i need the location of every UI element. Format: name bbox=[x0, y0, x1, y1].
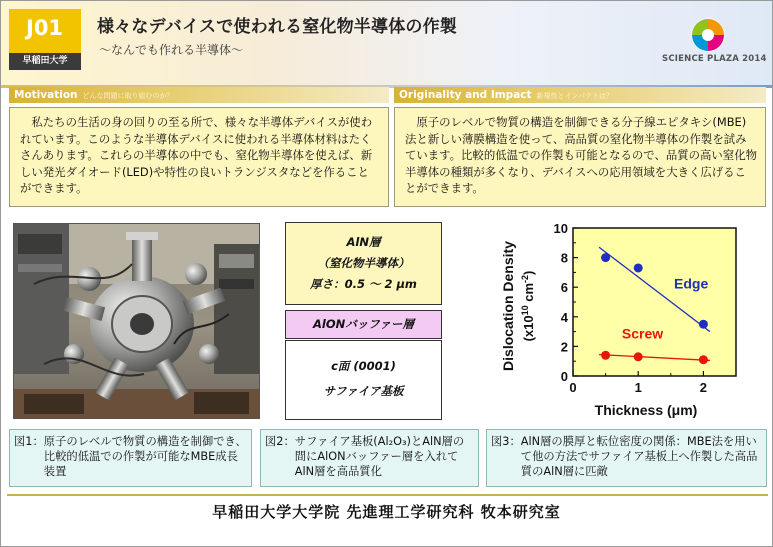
footer-divider bbox=[7, 494, 768, 496]
screw-series-label: Screw bbox=[621, 325, 664, 342]
chart-plot-area bbox=[573, 228, 736, 376]
chart-x-axis-label: Thickness (μm) bbox=[594, 402, 698, 418]
university-badge: 早稲田大学 bbox=[9, 53, 81, 70]
screw-data-point bbox=[699, 355, 708, 364]
figure-3-text: AlN層の膜厚と転位密度の関係：MBE法を用いて他の方法でサファイア基板上へ作製した高品質のAlN層に匹敵 bbox=[520, 435, 758, 478]
chart-y-tick-label: 4 bbox=[560, 309, 568, 325]
figure-2-caption bbox=[260, 429, 479, 487]
substrate-name: サファイア基板 bbox=[323, 384, 404, 398]
sapphire-substrate-layer bbox=[285, 340, 442, 420]
science-plaza-logo-text: SCIENCE PLAZA 2014 bbox=[662, 54, 767, 64]
poster-title: 様々なデバイスで使われる窒化物半導体の作製 bbox=[97, 17, 458, 37]
poster-code-badge: J01 bbox=[9, 9, 81, 67]
chart-y-axis-label bbox=[500, 241, 516, 371]
lab-affiliation: 早稲田大学大学院 先進理工学研究科 牧本研究室 bbox=[212, 503, 561, 521]
chart-y-tick-label: 8 bbox=[560, 250, 568, 266]
poster-subtitle: ～なんでも作れる半導体～ bbox=[99, 43, 244, 57]
motivation-text: 私たちの生活の身の回りの至る所で、様々な半導体デバイスが使われています。このような半導体デバイスに使われる半導体材料はたくさんあります。これらの半導体の中でも、窒化物半導体を使えば、新しい発光ダイオード(LED)や特性の良いトランジスタなどを作ることができます。 bbox=[9, 107, 389, 207]
figure-2-label: 図2： bbox=[265, 435, 295, 448]
aln-layer bbox=[285, 222, 442, 305]
aln-layer-desc: （窒化物半導体） bbox=[317, 256, 410, 270]
originality-heading-bar bbox=[394, 87, 766, 103]
chart-x-tick-label: 2 bbox=[699, 380, 708, 395]
chart-y-tick-label: 0 bbox=[560, 369, 568, 384]
originality-heading: Originality and Impact bbox=[399, 89, 532, 101]
originality-subheading: 新規性とインパクトは？ bbox=[536, 92, 614, 100]
motivation-subheading: どんな問題に取り組むのか？ bbox=[82, 92, 174, 100]
screw-data-point bbox=[601, 351, 610, 360]
chart-x-tick-label: 1 bbox=[634, 380, 642, 395]
figure-1-label: 図1： bbox=[14, 435, 44, 448]
screw-data-point bbox=[634, 352, 643, 361]
mbe-apparatus-photo-icon bbox=[14, 224, 260, 419]
chart-y-axis-unit bbox=[520, 271, 536, 342]
aln-layer-thickness: 厚さ：0.5 ～ 2 μm bbox=[310, 277, 417, 291]
motivation-heading: Motivation bbox=[14, 89, 78, 101]
substrate-plane: c面 (0001) bbox=[331, 359, 396, 373]
figure-3-label: 図3： bbox=[491, 435, 521, 448]
chart-y-unit-exp2: -2 bbox=[520, 274, 530, 283]
edge-data-point bbox=[601, 253, 610, 262]
chart-y-unit-mid: cm bbox=[521, 282, 536, 306]
dislocation-density-chart bbox=[491, 216, 771, 424]
science-plaza-logo-icon bbox=[690, 17, 726, 53]
mbe-apparatus-photo bbox=[13, 223, 260, 419]
edge-data-point bbox=[634, 263, 643, 272]
edge-data-point bbox=[699, 320, 708, 329]
chart-y-unit-exp1: 10 bbox=[520, 305, 530, 316]
alon-buffer-layer: AlONバッファー層 bbox=[285, 310, 442, 339]
chart-y-tick-label: 10 bbox=[553, 221, 568, 236]
header bbox=[1, 1, 772, 87]
chart-y-tick-label: 2 bbox=[560, 339, 568, 355]
motivation-heading-bar bbox=[9, 87, 389, 103]
figure-2-text: サファイア基板(Al₂O₃)とAlN層の間にAlONバッファー層を入れてAlN層を高品質化 bbox=[294, 435, 465, 478]
chart-y-unit-pre: (x10 bbox=[521, 315, 536, 342]
aln-layer-name: AlN層 bbox=[346, 235, 381, 249]
figure-1-text: 原子のレベルで物質の構造を制御でき、比較的低温での作製が可能なMBE成長装置 bbox=[43, 435, 247, 478]
figure-3-caption bbox=[486, 429, 767, 487]
originality-text: 原子のレベルで物質の構造を制御できる分子線エピタキシ(MBE)法と新しい薄膜構造を使って、高品質の窒化物半導体の作製を試みています。比較的低温での作製も可能となるので、品質の高い窒化物半導体の種類が多くなり、デバイスへの応用領域を大きく広げることができます。 bbox=[394, 107, 766, 207]
figure-1-caption bbox=[9, 429, 252, 487]
chart-y-unit-post: ) bbox=[521, 270, 536, 275]
chart-y-tick-label: 6 bbox=[560, 280, 568, 296]
edge-series-label: Edge bbox=[674, 275, 709, 292]
chart-y-label-main: Dislocation Density bbox=[500, 241, 516, 371]
chart-x-tick-label: 0 bbox=[569, 380, 577, 395]
